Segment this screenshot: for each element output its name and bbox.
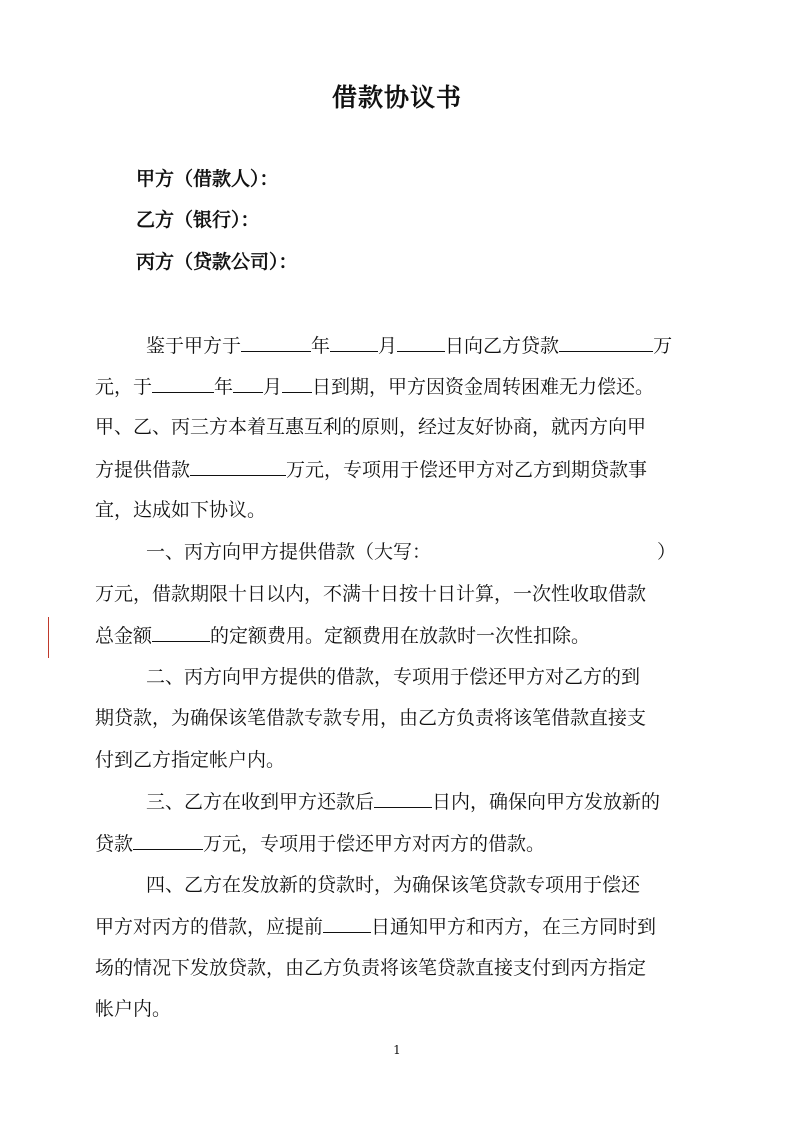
clause-text: 总金额	[95, 625, 153, 647]
due-day-blank	[282, 373, 312, 393]
clause-3-line-2	[95, 830, 545, 857]
clause-text: ）	[657, 541, 677, 563]
preamble-text: 月	[263, 376, 283, 398]
preamble-text: 日到期，甲方因资金周转困难无力偿还。	[312, 376, 655, 398]
clause-4-line-2	[95, 913, 656, 940]
clause-text: 贷款	[95, 833, 134, 855]
clause-3-line-1	[146, 788, 660, 815]
preamble-text: 方提供借款	[95, 459, 191, 481]
preamble-text: 月	[378, 335, 398, 357]
preamble-text: 年	[311, 335, 331, 357]
preamble-line-5: 宜，达成如下协议。	[95, 499, 267, 521]
clause-text: 甲方对丙方的借款，应提前	[95, 916, 324, 938]
document-title: 借款协议书	[331, 83, 462, 112]
due-year-blank	[152, 373, 214, 393]
clause-4-line-4: 帐户内。	[95, 998, 172, 1020]
clause-4-line-3: 场的情况下发放贷款，由乙方负责将该笔贷款直接支付到丙方指定	[95, 957, 647, 979]
party-b-label: 乙方（银行）：	[136, 209, 260, 231]
clause-1-line-1	[146, 539, 676, 565]
preamble-line-2	[95, 373, 654, 400]
days-after-repayment-blank	[374, 788, 432, 808]
preamble-text: 年	[214, 376, 234, 398]
preamble-line-1	[146, 332, 672, 359]
preamble-text: 日向乙方贷款	[445, 335, 560, 357]
revision-bar	[48, 617, 49, 658]
new-loan-amount-blank	[133, 830, 203, 850]
clause-1-line-2: 万元，借款期限十日以内，不满十日按十日计算，一次性收取借款	[95, 583, 647, 605]
loan-day-blank	[397, 332, 445, 352]
clause-text: 的定额费用。定额费用在放款时一次性扣除。	[210, 625, 591, 647]
clause-text: 日内，确保向甲方发放新的	[432, 791, 661, 813]
clause-2-line-3: 付到乙方指定帐户内。	[95, 749, 286, 771]
loan-month-blank	[330, 332, 378, 352]
party-c-label: 丙方（贷款公司）：	[136, 251, 298, 273]
due-month-blank	[233, 373, 263, 393]
preamble-line-4	[95, 456, 647, 483]
party-a-label: 甲方（借款人）：	[136, 168, 279, 190]
preamble-text: 鉴于甲方于	[146, 335, 242, 357]
clause-text: 三、乙方在收到甲方还款后	[146, 791, 375, 813]
preamble-text: 元，于	[95, 376, 153, 398]
fixed-fee-blank	[152, 622, 210, 642]
clause-2-line-1: 二、丙方向甲方提供的借款，专项用于偿还甲方对乙方的到	[146, 666, 641, 688]
clause-4-line-1: 四、乙方在发放新的贷款时，为确保该笔贷款专项用于偿还	[146, 874, 641, 896]
preamble-text: 万元，专项用于偿还甲方对乙方到期贷款事	[286, 459, 648, 481]
page-number: 1	[393, 1043, 401, 1057]
preamble-text: 万	[653, 335, 673, 357]
clause-2-line-2: 期贷款，为确保该笔借款专款专用，由乙方负责将该笔借款直接支	[95, 707, 647, 729]
clause-text: 万元，专项用于偿还甲方对丙方的借款。	[203, 833, 546, 855]
clause-text: 一、丙方向甲方提供借款（大写：	[146, 541, 432, 563]
preamble-line-3: 甲、乙、丙三方本着互惠互利的原则，经过友好协商，就丙方向甲	[95, 416, 647, 438]
loan-year-blank	[241, 332, 311, 352]
clause-1-line-3	[95, 622, 590, 649]
loan-amount-blank	[559, 332, 653, 352]
notice-days-blank	[323, 913, 371, 933]
clause-text: 日通知甲方和丙方，在三方同时到	[371, 916, 657, 938]
bridge-amount-blank	[190, 456, 286, 476]
